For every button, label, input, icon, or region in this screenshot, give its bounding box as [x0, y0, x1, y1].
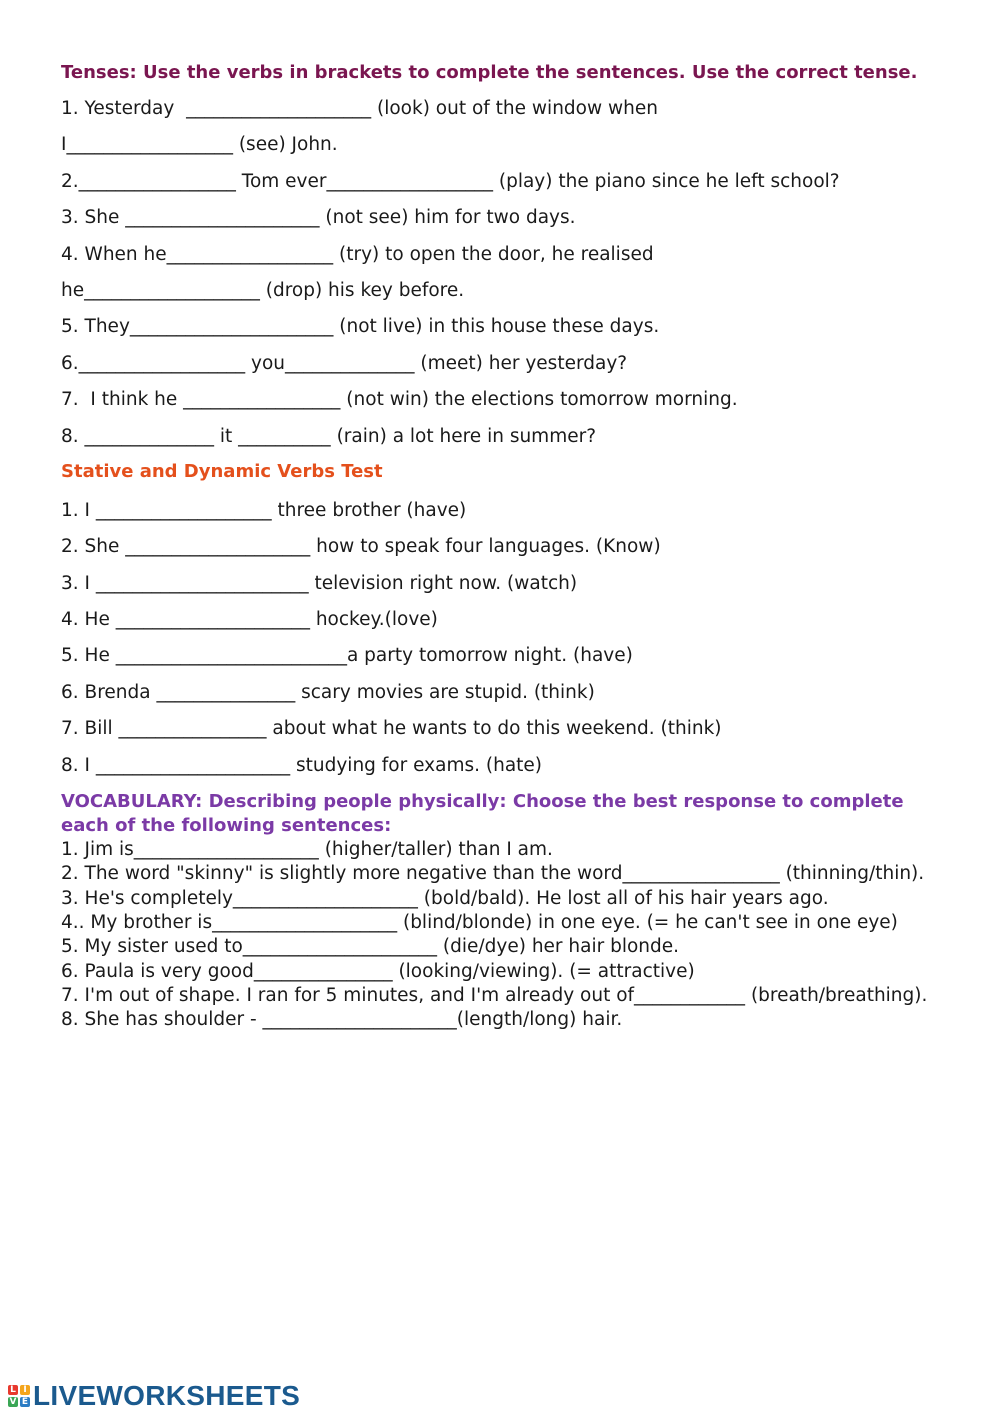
stative-line-8: 8. I _____________________ studying for exams. (hate): [61, 754, 543, 776]
stative-line-4: 4. He _____________________ hockey.(love): [61, 609, 438, 631]
vocabulary-line-6: 6. Paula is very good_______________ (looking/viewing). (= attractive): [61, 960, 695, 982]
vocabulary-heading-line-1: VOCABULARY: Describing people physically: Choose the best response to complete: [61, 791, 904, 813]
stative-dynamic-heading: Stative and Dynamic Verbs Test: [61, 460, 383, 482]
tenses-line-4: 3. She _____________________ (not see) him for two days.: [61, 207, 576, 229]
tenses-line-10: 8. ______________ it __________ (rain) a lot here in summer?: [61, 425, 597, 447]
stative-line-5: 5. He _________________________a party tomorrow night. (have): [61, 645, 633, 667]
liveworksheets-logo-icon: L I V E: [9, 1385, 29, 1407]
tenses-line-9: 7. I think he _________________ (not win) the elections tomorrow morning.: [61, 389, 738, 411]
stative-dynamic-section: [61, 457, 961, 784]
tenses-line-3: 2._________________ Tom ever__________________ (play) the piano since he left school?: [61, 170, 840, 192]
vocabulary-section: [61, 790, 961, 1032]
vocabulary-line-5: 5. My sister used to_____________________ (die/dye) her hair blonde.: [61, 936, 680, 958]
tenses-heading: Tenses: Use the verbs in brackets to complete the sentences. Use the correct tense.: [61, 62, 918, 83]
vocabulary-heading: [61, 790, 961, 838]
vocabulary-line-7: 7. I'm out of shape. I ran for 5 minutes, and I'm already out of____________ (breath/breathing).: [61, 984, 928, 1006]
vocabulary-line-8: 8. She has shoulder - _____________________(length/long) hair.: [61, 1009, 623, 1031]
vocabulary-line-2: 2. The word "skinny" is slightly more negative than the word_________________ (thinning/thin).: [61, 863, 925, 885]
vocabulary-line-3: 3. He's completely____________________ (bold/bald). He lost all of his hair years ago.: [61, 887, 829, 909]
worksheet-page: [61, 61, 961, 1032]
tenses-line-1: 1. Yesterday ____________________ (look) out of the window when: [61, 98, 658, 119]
stative-line-6: 6. Brenda _______________ scary movies are stupid. (think): [61, 681, 595, 703]
tenses-line-2: I__________________ (see) John.: [61, 134, 338, 156]
vocabulary-line-1: 1. Jim is____________________ (higher/taller) than I am.: [61, 839, 553, 861]
vocabulary-heading-line-2: each of the following sentences:: [61, 815, 392, 837]
stative-line-7: 7. Bill ________________ about what he wants to do this weekend. (think): [61, 718, 722, 740]
tenses-line-7: 5. They______________________ (not live) in this house these days.: [61, 316, 660, 338]
tenses-line-5: 4. When he__________________ (try) to open the door, he realised: [61, 243, 654, 265]
stative-line-1: 1. I ___________________ three brother (have): [61, 499, 467, 521]
tenses-line-8: 6.__________________ you______________ (meet) her yesterday?: [61, 352, 628, 374]
liveworksheets-footer: [8, 1381, 300, 1411]
stative-line-2: 2. She ____________________ how to speak four languages. (Know): [61, 536, 661, 558]
stative-line-3: 3. I _______________________ television right now. (watch): [61, 572, 578, 594]
tenses-section: [61, 61, 961, 455]
tenses-line-6: he___________________ (drop) his key before.: [61, 279, 465, 301]
liveworksheets-brand-text: LIVEWORKSHEETS: [33, 1380, 301, 1411]
vocabulary-line-4: 4.. My brother is____________________ (blind/blonde) in one eye. (= he can't see in one eye): [61, 911, 898, 933]
